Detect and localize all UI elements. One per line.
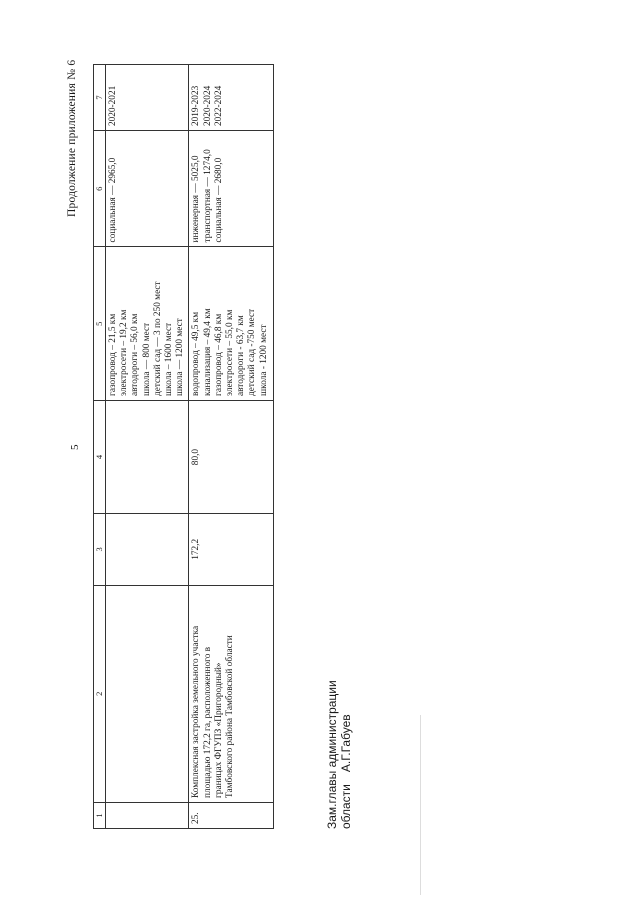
project-name-line: Тамбовского района Тамбовской области <box>225 635 236 798</box>
cost-item: транспортная — 1274,0 <box>202 149 213 243</box>
infrastructure-item: автодороги - 63,7 км <box>236 315 247 396</box>
signature-block <box>325 680 353 829</box>
infrastructure-item: школа — 1200 мест <box>175 318 186 396</box>
row-number <box>106 802 189 828</box>
table-row <box>189 65 274 829</box>
header-col-1: 1 <box>94 802 106 828</box>
project-name-line: Комплексная застройка земельного участка <box>191 625 202 798</box>
project-name <box>189 585 274 802</box>
project-name <box>106 585 189 802</box>
page-number: 5 <box>69 444 81 450</box>
infrastructure-item: электросети – 55,0 км <box>225 309 236 396</box>
infrastructure-item: водопровод – 49,5 км <box>191 311 202 396</box>
table-header-row <box>94 65 106 829</box>
header-col-6: 6 <box>94 131 106 247</box>
header-col-4: 4 <box>94 401 106 514</box>
row-number: 25. <box>189 802 274 828</box>
table-row <box>106 65 189 829</box>
area-value <box>106 514 189 585</box>
appendix-title: Продолжение приложения № 6 <box>66 59 78 217</box>
signature-line-2 <box>339 680 353 829</box>
period-item: 2020-2024 <box>202 85 213 127</box>
infrastructure-item: газопровод – 21,5 км <box>108 313 118 396</box>
col4-value: 80,0 <box>189 401 274 514</box>
infrastructure-item: школа – 1600 мест <box>164 322 175 396</box>
cost-list <box>106 131 189 247</box>
project-name-line: площадью 172,2 га, расположенного в <box>202 646 213 798</box>
infrastructure-list <box>106 247 189 401</box>
signature-position: Зам.главы администрации <box>325 680 339 829</box>
period-list <box>189 65 274 131</box>
col4-value <box>106 401 189 514</box>
projects-table <box>93 64 274 829</box>
cost-item: социальная — 2680,0 <box>213 157 224 243</box>
infrastructure-item: детский сад -750 мест <box>247 308 258 396</box>
header-col-2: 2 <box>94 585 106 802</box>
header-col-5: 5 <box>94 247 106 401</box>
period-item: 2019-2023 <box>191 85 202 127</box>
header-col-3: 3 <box>94 514 106 585</box>
period-item: 2020-2021 <box>108 85 118 127</box>
infrastructure-list <box>189 247 274 401</box>
signature-name: А.Г.Габуев <box>339 714 353 773</box>
infrastructure-item: школа — 800 мест <box>141 322 152 396</box>
cost-list <box>189 131 274 247</box>
infrastructure-item: детский сад — 3 по 250 мест <box>152 281 163 396</box>
infrastructure-item: канализация – 49,4 км <box>202 308 213 396</box>
infrastructure-item: школа - 1200 мест <box>258 324 269 396</box>
period-list <box>106 65 189 131</box>
signature-region: области <box>339 784 353 829</box>
project-name-line: границах ФГУПЗ «Пригородный» <box>213 662 224 798</box>
period-item: 2022-2024 <box>213 85 224 127</box>
cost-item: социальная — 2965,0 <box>108 157 118 243</box>
scan-artifact-line <box>420 715 421 895</box>
infrastructure-item: газопровод – 46,8 км <box>213 313 224 396</box>
infrastructure-item: электросети – 19,2 км <box>119 309 130 396</box>
header-col-7: 7 <box>94 65 106 131</box>
area-value: 172,2 <box>189 514 274 585</box>
infrastructure-item: автодороги – 56,0 км <box>130 313 141 396</box>
cost-item: инженерная — 5025,0 <box>191 155 202 243</box>
